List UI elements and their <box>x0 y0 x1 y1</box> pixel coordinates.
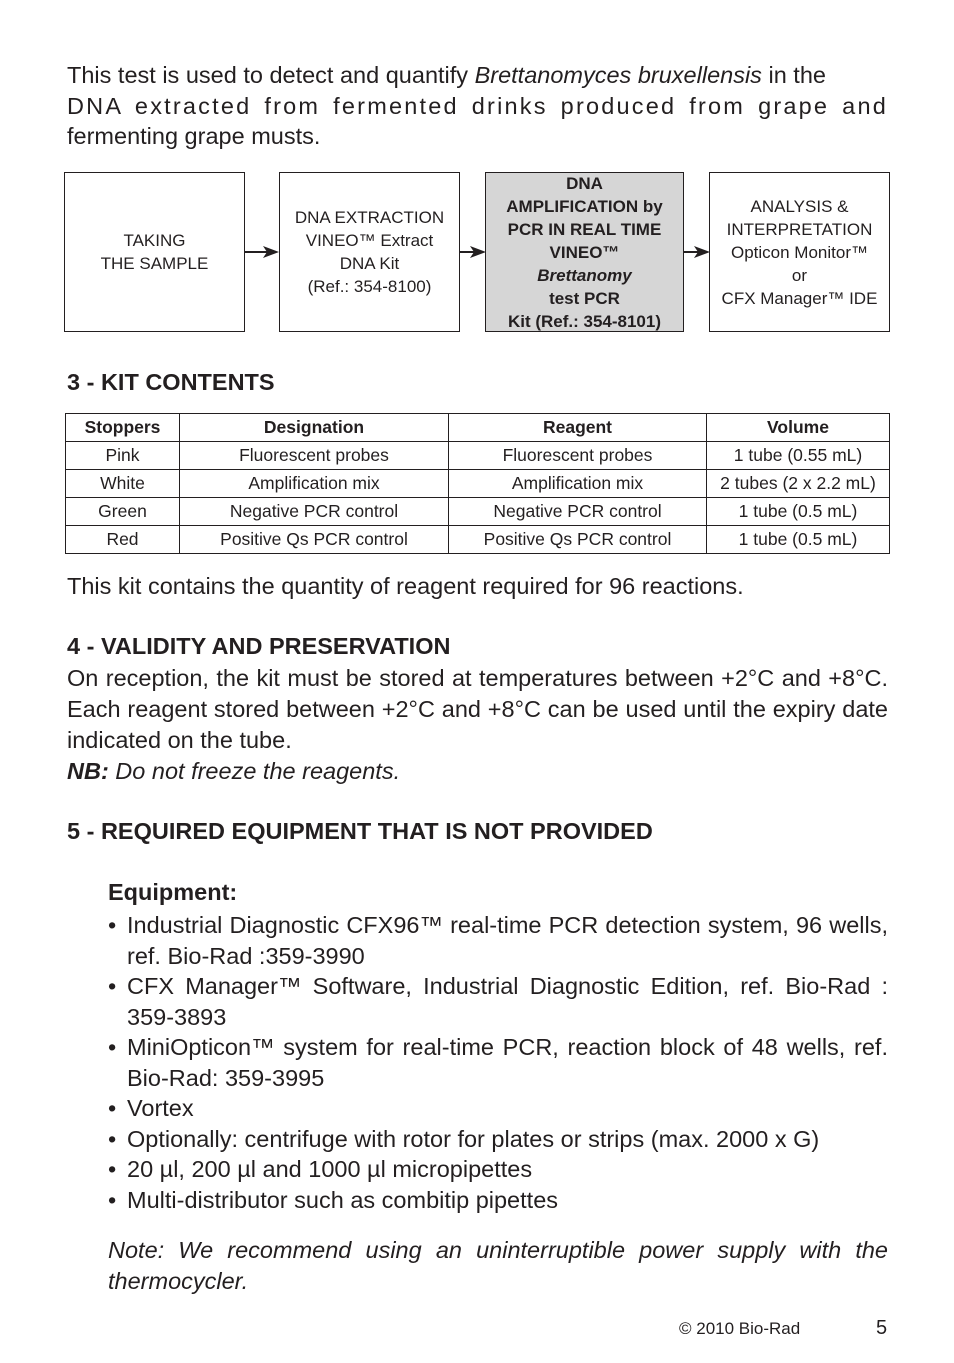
table-row <box>66 442 890 470</box>
step3-line: DNA <box>566 173 603 193</box>
intro-paragraph <box>67 60 888 152</box>
table-cell: Red <box>66 526 180 554</box>
nb-text: Do not freeze the reagents. <box>108 758 401 784</box>
table-cell: Negative PCR control <box>449 498 707 526</box>
step4-line: INTERPRETATION <box>726 219 873 239</box>
page-number: 5 <box>876 1317 888 1339</box>
list-item: • Optionally: centrifuge with rotor for plates or strips (max. 2000 x G) <box>108 1124 888 1155</box>
step1-line: THE SAMPLE <box>100 254 209 273</box>
validity-text: On reception, the kit must be stored at temperatures between +2°C and +8°C. Each reagent stored between +2°C and +8°C can be used until the expiry date indicated on the tube. <box>67 665 888 753</box>
list-item: • Multi-distributor such as combitip pipettes <box>108 1185 888 1216</box>
equipment-subheading: Equipment: <box>108 879 238 905</box>
step3-line <box>506 264 662 310</box>
nb-note <box>67 758 400 784</box>
step4-line: or <box>791 265 808 285</box>
step3-line: AMPLIFICATION by <box>506 196 663 216</box>
column-header: Stoppers <box>66 414 180 442</box>
table-cell: Fluorescent probes <box>449 442 707 470</box>
column-header: Reagent <box>449 414 707 442</box>
equipment-list <box>108 910 888 1215</box>
step-taking-sample <box>64 172 245 332</box>
step1-line: TAKING <box>123 231 186 250</box>
species-name: Brettanomyces bruxellensis <box>474 62 762 88</box>
table-cell: Amplification mix <box>449 470 707 498</box>
step-analysis <box>709 172 890 332</box>
step3-italic: Brettanomy <box>537 265 632 285</box>
table-cell: 1 tube (0.55 mL) <box>707 442 890 470</box>
table-cell: 2 tubes (2 x 2.2 mL) <box>707 470 890 498</box>
table-cell: Green <box>66 498 180 526</box>
arrow-right-icon <box>460 245 486 259</box>
list-item: • MiniOpticon™ system for real-time PCR, reaction block of 48 wells, ref. Bio-Rad: 359-3995 <box>108 1032 888 1093</box>
equipment-heading: 5 - REQUIRED EQUIPMENT THAT IS NOT PROVIDED <box>67 818 653 844</box>
table-header-row <box>66 414 890 442</box>
step4-line: ANALYSIS & <box>750 196 849 216</box>
kit-quantity-note: This kit contains the quantity of reagent required for 96 reactions. <box>67 573 744 599</box>
table-cell: White <box>66 470 180 498</box>
step2-line: (Ref.: 354-8100) <box>307 277 432 296</box>
step-dna-extraction <box>279 172 460 332</box>
table-cell: Amplification mix <box>180 470 449 498</box>
column-header: Designation <box>180 414 449 442</box>
kit-contents-heading: 3 - KIT CONTENTS <box>67 369 275 395</box>
step3-line: Kit (Ref.: 354-8101) <box>507 311 662 331</box>
nb-label: NB: <box>67 758 109 784</box>
list-item: • CFX Manager™ Software, Industrial Diagnostic Edition, ref. Bio-Rad : 359-3893 <box>108 971 888 1032</box>
intro-text-2: in the <box>761 62 826 88</box>
step3-line: VINEO™ <box>549 242 620 262</box>
step2-line: DNA EXTRACTION <box>294 208 445 227</box>
intro-line-2: DNA extracted from fermented drinks produced from grape and <box>67 92 888 119</box>
step3-rest: test PCR <box>549 288 620 308</box>
table-cell: Negative PCR control <box>180 498 449 526</box>
step3-line: PCR IN REAL TIME <box>507 219 662 239</box>
footer-copyright: © 2010 Bio-Rad <box>679 1319 801 1338</box>
column-header: Volume <box>707 414 890 442</box>
document-page <box>67 60 888 1294</box>
step4-line: CFX Manager™ IDE <box>721 288 878 308</box>
validity-heading: 4 - VALIDITY AND PRESERVATION <box>67 633 451 659</box>
list-item: • Industrial Diagnostic CFX96™ real-time PCR detection system, 96 wells, ref. Bio-Rad :359-3990 <box>108 910 888 971</box>
step-dna-amplification <box>485 172 684 332</box>
arrow-right-icon <box>684 245 710 259</box>
step2-line: VINEO™ Extract <box>305 231 434 250</box>
table-row <box>66 526 890 554</box>
validity-paragraph <box>67 663 888 787</box>
step4-line: Opticon Monitor™ <box>730 242 868 262</box>
table-row <box>66 498 890 526</box>
kit-contents-table <box>65 413 890 554</box>
table-cell: 1 tube (0.5 mL) <box>707 498 890 526</box>
intro-text-1: This test is used to detect and quantify <box>67 62 475 88</box>
arrow-right-icon <box>245 245 280 259</box>
intro-line-3: fermenting grape musts. <box>67 123 321 149</box>
table-cell: Pink <box>66 442 180 470</box>
list-item: • 20 µl, 200 µl and 1000 µl micropipettes <box>108 1154 888 1185</box>
workflow-diagram <box>67 172 890 335</box>
ups-note: Note: We recommend using an uninterruptible power supply with the thermocycler. <box>108 1237 888 1294</box>
table-cell: Positive Qs PCR control <box>180 526 449 554</box>
table-cell: Fluorescent probes <box>180 442 449 470</box>
step2-line: DNA Kit <box>339 254 400 273</box>
table-cell: Positive Qs PCR control <box>449 526 707 554</box>
list-item: • Vortex <box>108 1093 888 1124</box>
table-cell: 1 tube (0.5 mL) <box>707 526 890 554</box>
table-row <box>66 470 890 498</box>
